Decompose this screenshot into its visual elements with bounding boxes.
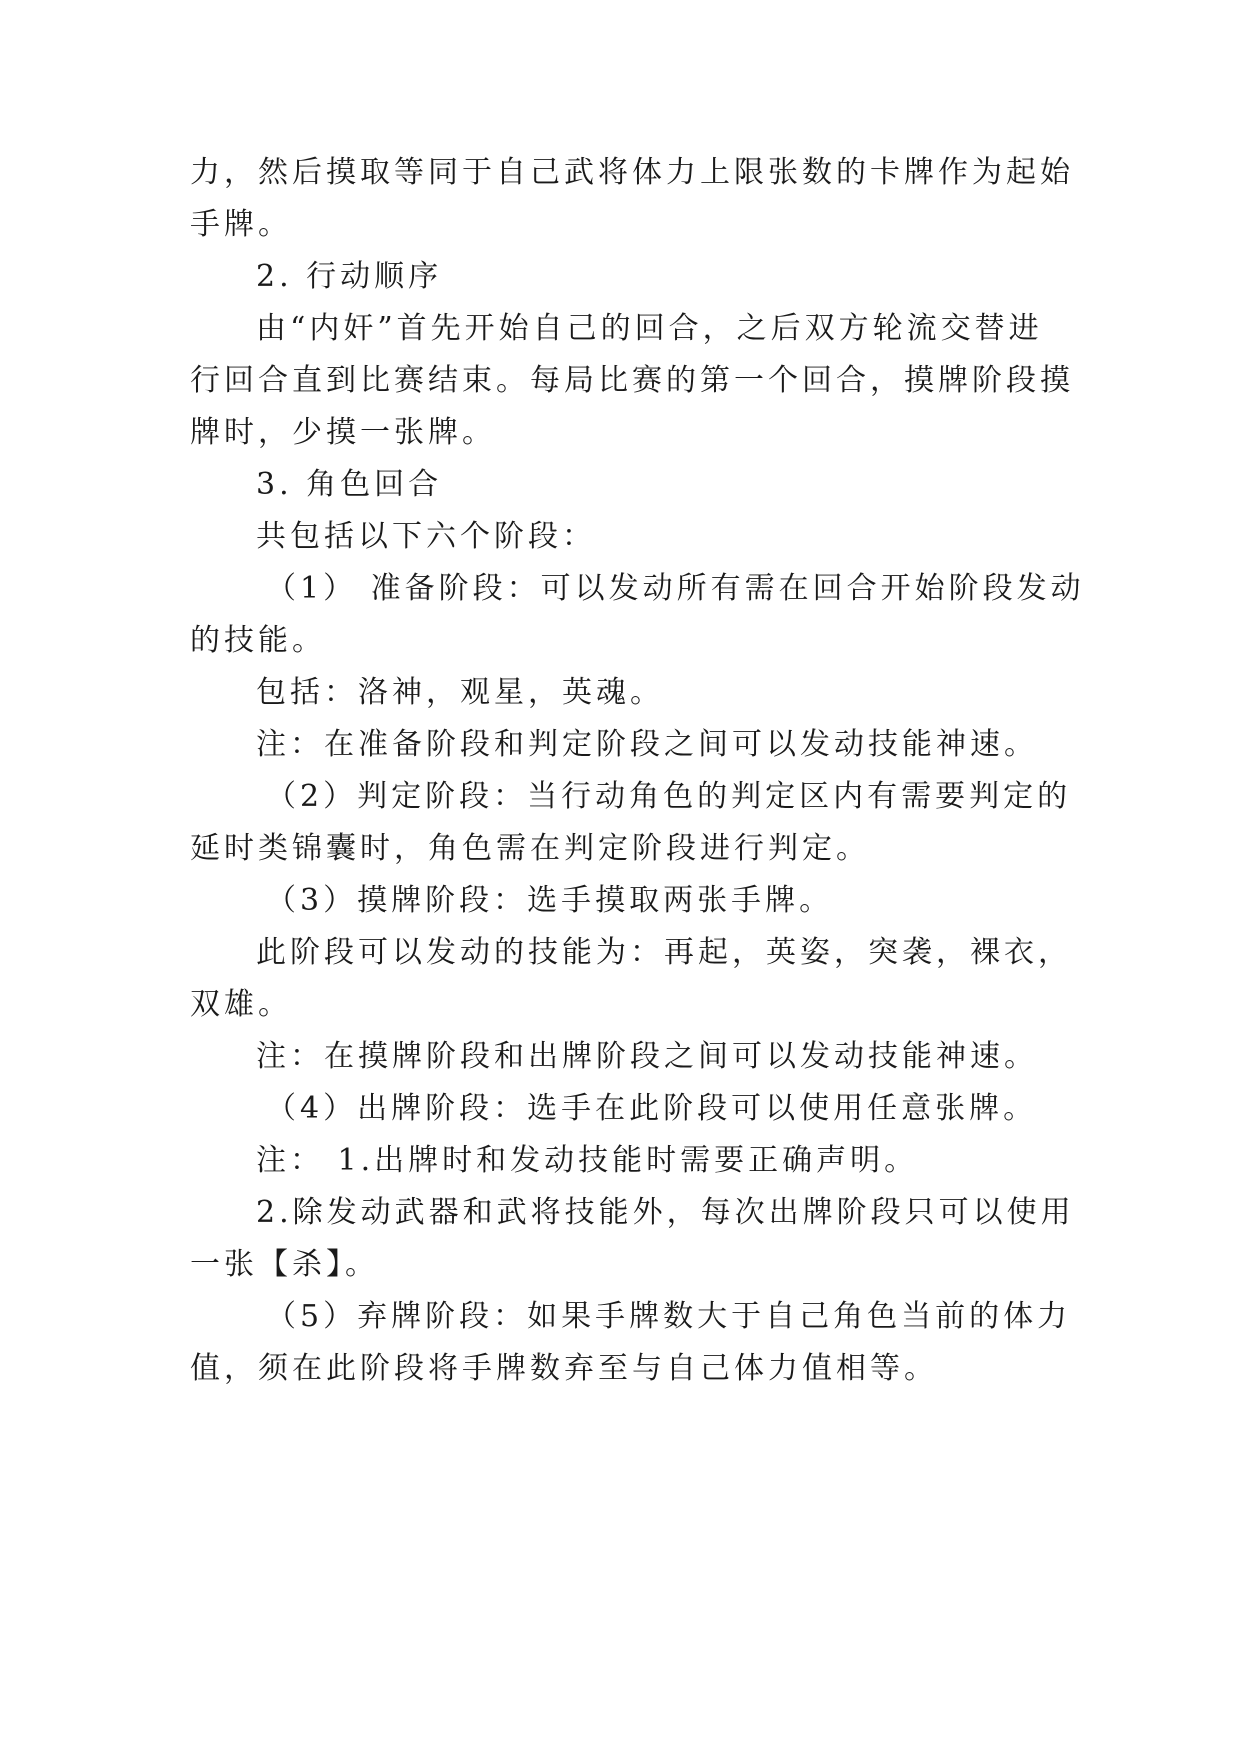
paragraph-line-5: 牌时，少摸一张牌。 [190,415,496,450]
note-line-2: 注：在摸牌阶段和出牌阶段之间可以发动技能神速。 [256,1039,1038,1074]
paragraph-line-15: （4）出牌阶段：选手在此阶段可以使用任意张牌。 [266,1091,1038,1126]
paragraph-line-3: 由“内奸”首先开始自己的回合，之后双方轮流交替进 [256,311,1043,346]
section-heading-action-order: 2. 行动顺序 [256,259,443,294]
paragraph-line-18: （5）弃牌阶段：如果手牌数大于自己角色当前的体力 [266,1299,1072,1334]
paragraph-line-12: （3）摸牌阶段：选手摸取两张手牌。 [266,883,834,918]
paragraph-line-19: 值，须在此阶段将手牌数弃至与自己体力值相等。 [190,1351,938,1386]
paragraph-line-2: 手牌。 [190,207,292,242]
note-line-1: 注：在准备阶段和判定阶段之间可以发动技能神速。 [256,727,1038,762]
note-line-3: 注： 1.出牌时和发动技能时需要正确声明。 [256,1143,919,1178]
paragraph-line-4: 行回合直到比赛结束。每局比赛的第一个回合，摸牌阶段摸 [190,363,1074,398]
paragraph-line-1: 力，然后摸取等同于自己武将体力上限张数的卡牌作为起始 [190,155,1074,190]
paragraph-line-9: 包括：洛神，观星，英魂。 [256,675,664,710]
paragraph-line-7: （1） 准备阶段：可以发动所有需在回合开始阶段发动 [266,571,1085,606]
paragraph-line-10: （2）判定阶段：当行动角色的判定区内有需要判定的 [266,779,1072,814]
paragraph-line-11: 延时类锦囊时，角色需在判定阶段进行判定。 [190,831,870,866]
section-heading-role-turn: 3. 角色回合 [256,467,443,502]
paragraph-line-13: 此阶段可以发动的技能为：再起，英姿，突袭，裸衣， [256,935,1072,970]
paragraph-line-16: 2.除发动武器和武将技能外，每次出牌阶段只可以使用 [256,1195,1075,1230]
paragraph-line-8: 的技能。 [190,623,326,658]
paragraph-line-6: 共包括以下六个阶段： [256,519,596,554]
paragraph-line-17: 一张【杀】。 [190,1247,379,1282]
paragraph-line-14: 双雄。 [190,987,292,1022]
